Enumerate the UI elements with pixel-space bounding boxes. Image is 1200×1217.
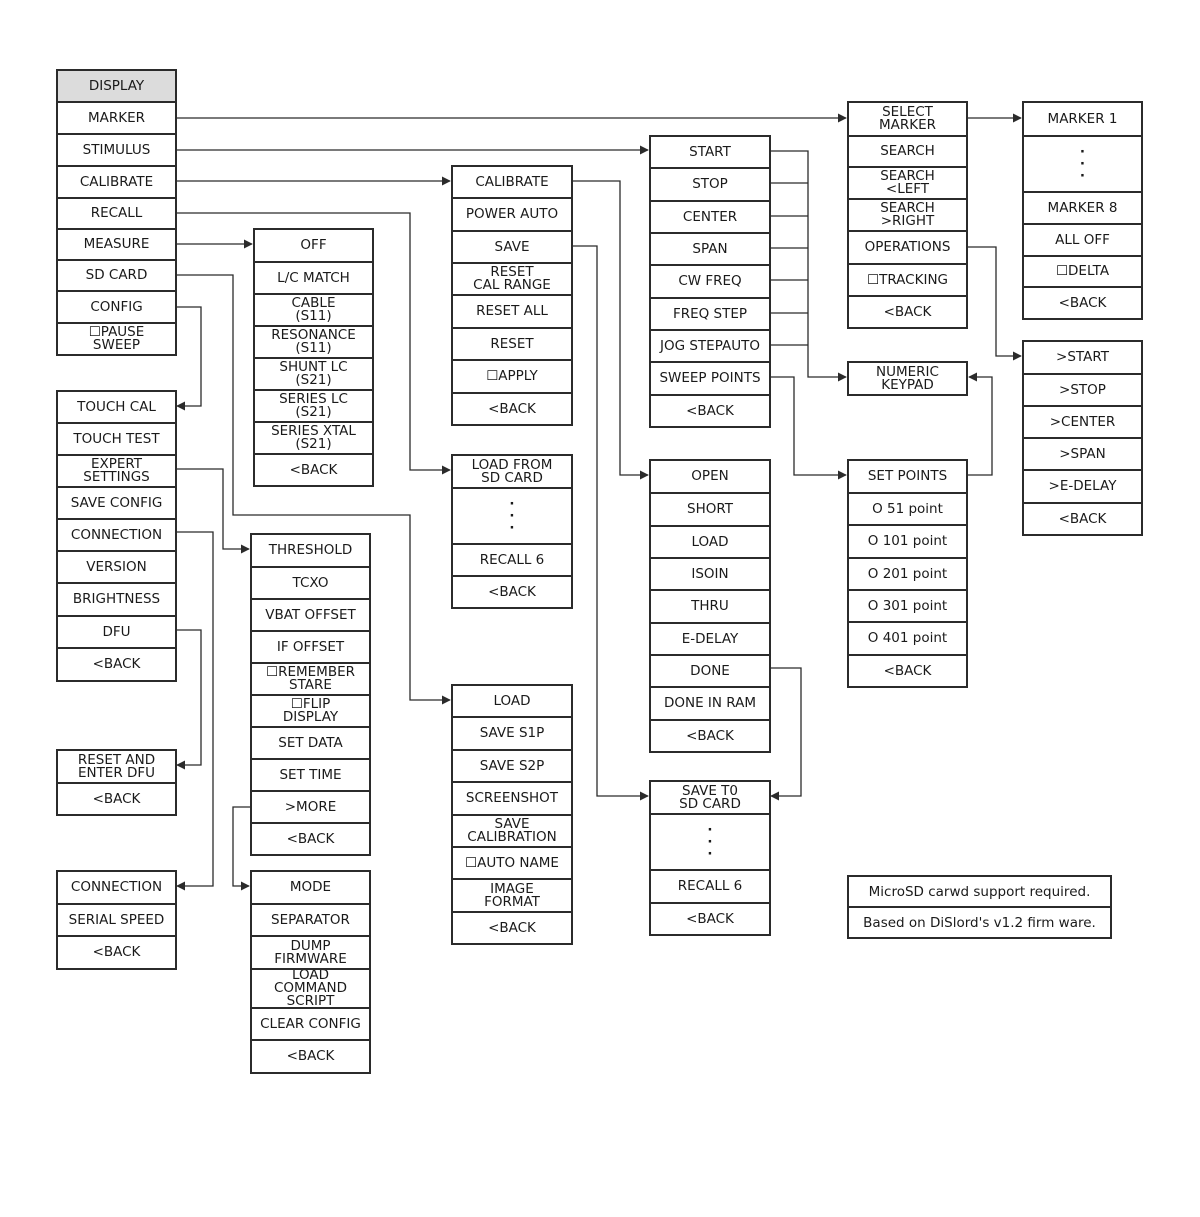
sdcard-item-save-s2p[interactable]: SAVE S2P <box>451 749 573 783</box>
calibrate-item-power-auto[interactable]: POWER AUTO <box>451 197 573 232</box>
wire-main-config <box>177 307 201 406</box>
marker-item-tracking[interactable]: ☐TRACKING <box>847 263 968 297</box>
stimulus-item-center[interactable]: CENTER <box>649 200 771 234</box>
sdcard-item-screenshot[interactable]: SCREENSHOT <box>451 781 573 816</box>
setpoints-item-o-101-point[interactable]: O 101 point <box>847 524 968 559</box>
recall-item-ellipsis[interactable]: · · · <box>451 487 573 545</box>
stimulus-item-cw-freq[interactable]: CW FREQ <box>649 264 771 299</box>
calsteps-item-done[interactable]: DONE <box>649 654 771 688</box>
expert-item-if-offset[interactable]: IF OFFSET <box>250 630 371 664</box>
operations-item-center[interactable]: >CENTER <box>1022 405 1143 439</box>
operations-menu <box>1022 340 1143 536</box>
sdcard-item-load[interactable]: LOAD <box>451 684 573 718</box>
wire-config-dfu <box>177 630 201 765</box>
measure-item-shunt-lc-s21[interactable]: SHUNT LC (S21) <box>253 357 374 391</box>
calsteps-item-load[interactable]: LOAD <box>649 525 771 559</box>
more-menu <box>250 870 371 1074</box>
calibrate-item-reset-all[interactable]: RESET ALL <box>451 294 573 329</box>
expert-item-set-data[interactable]: SET DATA <box>250 726 371 760</box>
saveto-item-back[interactable]: <BACK <box>649 902 771 936</box>
recall-item-back[interactable]: <BACK <box>451 575 573 609</box>
connection-item-serial-speed[interactable]: SERIAL SPEED <box>56 903 177 937</box>
calibrate-item-calibrate[interactable]: CALIBRATE <box>451 165 573 199</box>
marker-menu <box>847 101 968 329</box>
marker-item-search[interactable]: SEARCH <box>847 135 968 168</box>
calibrate-item-back[interactable]: <BACK <box>451 392 573 426</box>
more-item-load-command-script[interactable]: LOAD COMMAND SCRIPT <box>250 968 371 1009</box>
more-item-clear-config[interactable]: CLEAR CONFIG <box>250 1007 371 1041</box>
expert-item-set-time[interactable]: SET TIME <box>250 758 371 792</box>
stimulus-item-back[interactable]: <BACK <box>649 394 771 428</box>
expert-item-vbat-offset[interactable]: VBAT OFFSET <box>250 598 371 632</box>
marker-item-back[interactable]: <BACK <box>847 295 968 329</box>
config-item-expert-settings[interactable]: EXPERT SETTINGS <box>56 454 177 488</box>
main-item-pause-sweep[interactable]: ☐PAUSE SWEEP <box>56 322 177 356</box>
more-item-separator[interactable]: SEPARATOR <box>250 903 371 937</box>
main-item-display[interactable]: DISPLAY <box>56 69 177 103</box>
measure-item-series-xtal-s21[interactable]: SERIES XTAL (S21) <box>253 421 374 455</box>
operations-item-stop[interactable]: >STOP <box>1022 373 1143 407</box>
setpoints-item-o-201-point[interactable]: O 201 point <box>847 557 968 591</box>
main-item-calibrate[interactable]: CALIBRATE <box>56 165 177 199</box>
dfu-menu <box>56 749 177 816</box>
keypad-item-numeric-keypad[interactable]: NUMERIC KEYPAD <box>847 361 968 396</box>
config-item-brightness[interactable]: BRIGHTNESS <box>56 582 177 617</box>
calibrate-menu <box>451 165 573 426</box>
more-item-mode[interactable]: MODE <box>250 870 371 905</box>
more-item-dump-firmware[interactable]: DUMP FIRMWARE <box>250 935 371 970</box>
recall-item-load-from-sd-card[interactable]: LOAD FROM SD CARD <box>451 454 573 489</box>
calsteps-item-short[interactable]: SHORT <box>649 492 771 527</box>
calsteps-item-isoin[interactable]: ISOIN <box>649 557 771 591</box>
expert-item-remember-stare[interactable]: ☐REMEMBER STARE <box>250 662 371 696</box>
measure-item-cable-s11[interactable]: CABLE (S11) <box>253 293 374 327</box>
saveto-item-recall-6[interactable]: RECALL 6 <box>649 869 771 904</box>
wire-config-connection <box>177 532 213 886</box>
main-item-stimulus[interactable]: STIMULUS <box>56 133 177 167</box>
marker-item-select-marker[interactable]: SELECT MARKER <box>847 101 968 137</box>
connection-item-connection[interactable]: CONNECTION <box>56 870 177 905</box>
calsteps-item-back[interactable]: <BACK <box>649 719 771 753</box>
markerlist-item-delta[interactable]: ☐DELTA <box>1022 255 1143 288</box>
wire-calibrate-steps <box>573 181 648 475</box>
config-item-connection[interactable]: CONNECTION <box>56 518 177 552</box>
main-item-sd-card[interactable]: SD CARD <box>56 259 177 292</box>
saveto-item-ellipsis[interactable]: · · · <box>649 813 771 871</box>
sdcard-item-back[interactable]: <BACK <box>451 911 573 945</box>
wire-setpoints-keypad <box>968 377 992 475</box>
dfu-item-back[interactable]: <BACK <box>56 782 177 816</box>
operations-item-back[interactable]: <BACK <box>1022 502 1143 536</box>
markerlist-item-ellipsis[interactable]: · · · <box>1022 135 1143 193</box>
connection-menu <box>56 870 177 970</box>
marker-item-search-left[interactable]: SEARCH <LEFT <box>847 166 968 200</box>
operations-item-start[interactable]: >START <box>1022 340 1143 375</box>
config-item-back[interactable]: <BACK <box>56 647 177 682</box>
recall-menu <box>451 454 573 609</box>
stimulus-item-start[interactable]: START <box>649 135 771 169</box>
markerlist-item-marker-8[interactable]: MARKER 8 <box>1022 191 1143 225</box>
stimulus-item-stop[interactable]: STOP <box>649 167 771 202</box>
measure-item-resonance-s11[interactable]: RESONANCE (S11) <box>253 325 374 359</box>
setpoints-menu <box>847 459 968 688</box>
marker-item-operations[interactable]: OPERATIONS <box>847 230 968 265</box>
marker-item-search-right[interactable]: SEARCH >RIGHT <box>847 198 968 232</box>
calsteps-menu <box>649 459 771 753</box>
sdcard-menu <box>451 684 573 945</box>
markerlist-item-back[interactable]: <BACK <box>1022 286 1143 320</box>
operations-item-e-delay[interactable]: >E-DELAY <box>1022 469 1143 504</box>
operations-item-span[interactable]: >SPAN <box>1022 437 1143 471</box>
expert-item-flip-display[interactable]: ☐FLIP DISPLAY <box>250 694 371 728</box>
wire-marker-operations <box>968 247 1021 356</box>
config-item-save-config[interactable]: SAVE CONFIG <box>56 486 177 520</box>
markerlist-menu <box>1022 101 1143 320</box>
calibrate-item-reset-cal-range[interactable]: RESET CAL RANGE <box>451 262 573 296</box>
expert-item-threshold[interactable]: THRESHOLD <box>250 533 371 568</box>
recall-item-recall-6[interactable]: RECALL 6 <box>451 543 573 577</box>
calibrate-item-reset[interactable]: RESET <box>451 327 573 361</box>
note-firmware: Based on DiSlord's v1.2 firm ware. <box>847 906 1112 939</box>
main-item-measure[interactable]: MEASURE <box>56 228 177 261</box>
calibrate-item-save[interactable]: SAVE <box>451 230 573 264</box>
sdcard-item-save-s1p[interactable]: SAVE S1P <box>451 716 573 751</box>
measure-item-back[interactable]: <BACK <box>253 453 374 487</box>
measure-item-series-lc-s21[interactable]: SERIES LC (S21) <box>253 389 374 423</box>
saveto-item-save-t0-sd-card[interactable]: SAVE T0 SD CARD <box>649 780 771 815</box>
more-item-back[interactable]: <BACK <box>250 1039 371 1074</box>
sdcard-item-save-calibration[interactable]: SAVE CALIBRATION <box>451 814 573 848</box>
wire-config-expert <box>177 469 249 549</box>
measure-item-off[interactable]: OFF <box>253 228 374 263</box>
stimulus-item-freq-step[interactable]: FREQ STEP <box>649 297 771 331</box>
wire-sweep-setpoints <box>771 377 846 475</box>
expert-item-more[interactable]: >MORE <box>250 790 371 824</box>
saveto-menu <box>649 780 771 936</box>
config-menu <box>56 390 177 682</box>
stimulus-item-jog-stepauto[interactable]: JOG STEPAUTO <box>649 329 771 363</box>
sdcard-item-auto-name[interactable]: ☐AUTO NAME <box>451 846 573 880</box>
markerlist-item-all-off[interactable]: ALL OFF <box>1022 223 1143 257</box>
connection-item-back[interactable]: <BACK <box>56 935 177 970</box>
setpoints-item-o-301-point[interactable]: O 301 point <box>847 589 968 623</box>
keypad-menu <box>847 361 968 396</box>
stimulus-item-sweep-points[interactable]: SWEEP POINTS <box>649 361 771 396</box>
calsteps-item-open[interactable]: OPEN <box>649 459 771 494</box>
expert-item-tcxo[interactable]: TCXO <box>250 566 371 600</box>
stimulus-item-span[interactable]: SPAN <box>649 232 771 266</box>
config-item-version[interactable]: VERSION <box>56 550 177 584</box>
calsteps-item-thru[interactable]: THRU <box>649 589 771 624</box>
measure-menu <box>253 228 374 487</box>
main-item-config[interactable]: CONFIG <box>56 290 177 324</box>
setpoints-item-set-points[interactable]: SET POINTS <box>847 459 968 494</box>
calsteps-item-e-delay[interactable]: E-DELAY <box>649 622 771 656</box>
config-item-touch-test[interactable]: TOUCH TEST <box>56 422 177 456</box>
stimulus-menu <box>649 135 771 428</box>
config-item-dfu[interactable]: DFU <box>56 615 177 649</box>
config-item-touch-cal[interactable]: TOUCH CAL <box>56 390 177 424</box>
setpoints-item-o-401-point[interactable]: O 401 point <box>847 621 968 656</box>
calsteps-item-done-in-ram[interactable]: DONE IN RAM <box>649 686 771 721</box>
calibrate-item-apply[interactable]: ☐APPLY <box>451 359 573 394</box>
wire-expert-more <box>233 807 250 886</box>
main-menu <box>56 69 177 356</box>
main-item-marker[interactable]: MARKER <box>56 101 177 135</box>
markerlist-item-marker-1[interactable]: MARKER 1 <box>1022 101 1143 137</box>
note-microsd: MicroSD carwd support required. <box>847 875 1112 908</box>
dfu-item-reset-and-enter-dfu[interactable]: RESET AND ENTER DFU <box>56 749 177 784</box>
wire-stimulus-keypad <box>771 151 846 377</box>
measure-item-l-c-match[interactable]: L/C MATCH <box>253 261 374 295</box>
sdcard-item-image-format[interactable]: IMAGE FORMAT <box>451 878 573 913</box>
wire-calibrate-save <box>573 246 648 796</box>
setpoints-item-o-51-point[interactable]: O 51 point <box>847 492 968 526</box>
expert-menu <box>250 533 371 856</box>
main-item-recall[interactable]: RECALL <box>56 197 177 230</box>
setpoints-item-back[interactable]: <BACK <box>847 654 968 688</box>
wire-done-saveto <box>771 668 801 796</box>
expert-item-back[interactable]: <BACK <box>250 822 371 856</box>
